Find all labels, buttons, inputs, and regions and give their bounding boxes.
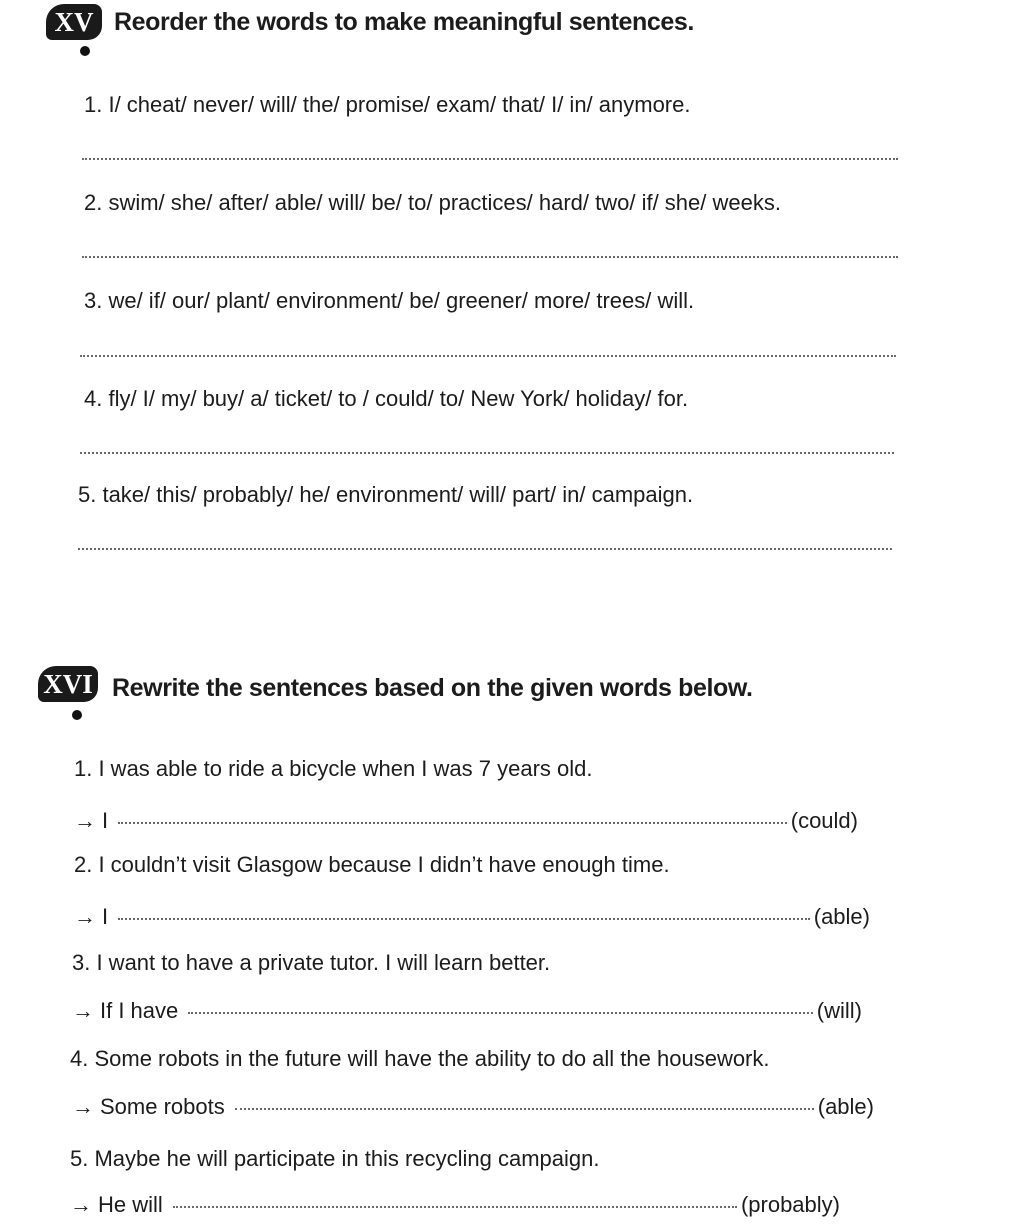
answer-line-4[interactable] — [80, 452, 894, 454]
arrow-icon: → — [74, 904, 96, 929]
answer-hint: (will) — [816, 998, 862, 1023]
answer-lead: I — [102, 904, 109, 929]
section-heading-xv: Reorder the words to make meaningful sentences. — [114, 8, 694, 36]
arrow-icon: → — [72, 1094, 94, 1119]
rewrite-sentence-1: 1. I was able to ride a bicycle when I was 7 years old. — [74, 756, 593, 781]
rewrite-sentence-3: 3. I want to have a private tutor. I will learn better. — [72, 950, 551, 975]
rewrite-answer-row-5 — [70, 1192, 840, 1218]
section-badge-label: XV — [54, 7, 94, 37]
answer-line-1[interactable] — [82, 158, 898, 160]
section-badge-label: XVI — [43, 669, 93, 699]
arrow-icon: → — [72, 998, 94, 1023]
arrow-icon: → — [74, 808, 96, 833]
answer-line[interactable] — [118, 918, 810, 920]
reorder-item-1: 1. I/ cheat/ never/ will/ the/ promise/ exam/ that/ I/ in/ anymore. — [84, 92, 691, 117]
answer-line-2[interactable] — [82, 256, 898, 258]
badge-knob-icon — [70, 708, 84, 722]
answer-lead: I — [102, 808, 109, 833]
section-heading-xvi: Rewrite the sentences based on the given words below. — [112, 674, 753, 702]
badge-knob-icon — [78, 44, 92, 58]
answer-hint: (could) — [790, 808, 858, 833]
answer-line-5[interactable] — [78, 548, 892, 550]
answer-line[interactable] — [173, 1206, 737, 1208]
rewrite-sentence-5: 5. Maybe he will participate in this recycling campaign. — [70, 1146, 600, 1171]
answer-line[interactable] — [235, 1108, 814, 1110]
answer-lead: If I have — [100, 998, 179, 1023]
rewrite-sentence-4: 4. Some robots in the future will have the ability to do all the housework. — [70, 1046, 770, 1071]
answer-hint: (able) — [817, 1094, 874, 1119]
answer-hint: (able) — [813, 904, 870, 929]
section-badge-xv — [46, 4, 102, 40]
answer-line-3[interactable] — [80, 355, 896, 357]
rewrite-answer-row-3 — [72, 998, 862, 1024]
rewrite-answer-row-4 — [72, 1094, 874, 1120]
answer-hint: (probably) — [740, 1192, 840, 1217]
rewrite-sentence-2: 2. I couldn’t visit Glasgow because I didn’t have enough time. — [74, 852, 670, 877]
reorder-item-2: 2. swim/ she/ after/ able/ will/ be/ to/ practices/ hard/ two/ if/ she/ weeks. — [84, 190, 781, 215]
answer-line[interactable] — [118, 822, 787, 824]
answer-line[interactable] — [188, 1012, 813, 1014]
reorder-item-3: 3. we/ if/ our/ plant/ environment/ be/ greener/ more/ trees/ will. — [84, 288, 695, 313]
section-badge-xvi — [38, 666, 98, 702]
arrow-icon: → — [70, 1192, 92, 1217]
reorder-item-5: 5. take/ this/ probably/ he/ environment/ will/ part/ in/ campaign. — [78, 482, 694, 507]
reorder-item-4: 4. fly/ I/ my/ buy/ a/ ticket/ to / could/ to/ New York/ holiday/ for. — [84, 386, 689, 411]
answer-lead: He will — [98, 1192, 163, 1217]
answer-lead: Some robots — [100, 1094, 225, 1119]
rewrite-answer-row-1 — [74, 808, 858, 834]
rewrite-answer-row-2 — [74, 904, 870, 930]
